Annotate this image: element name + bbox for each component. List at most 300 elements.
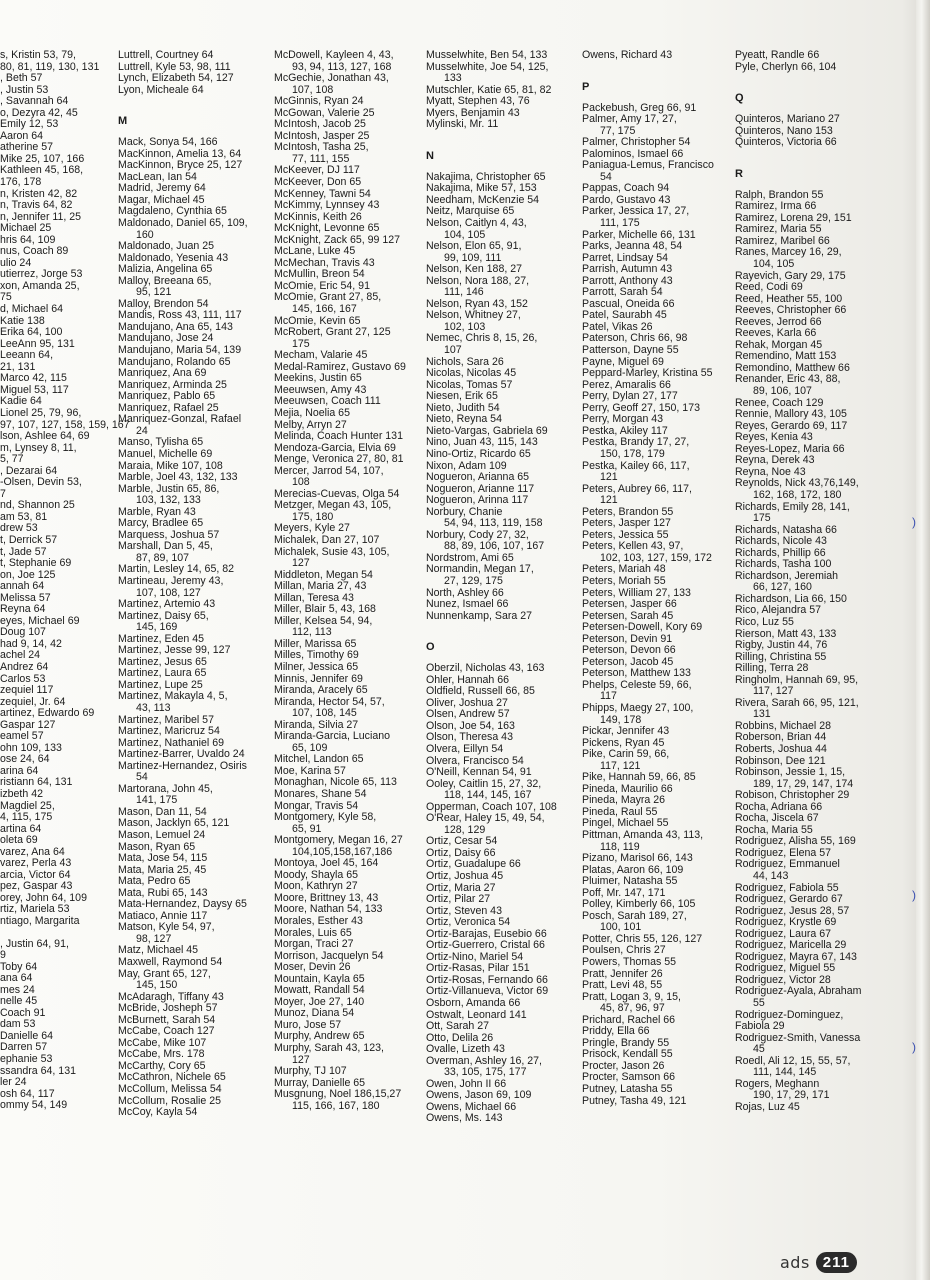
index-entry: Oliver, Joshua 27 (426, 696, 508, 709)
index-entry: Mason, Lemuel 24 (118, 829, 206, 841)
index-entry: , Justin 53 (0, 83, 49, 96)
index-entry: Pike, Hannah 59, 66, 85 (582, 771, 696, 784)
index-entry: Ovalle, Lizeth 43 (426, 1043, 505, 1056)
index-entry: Reed, Codi 69 (735, 281, 803, 294)
index-entry: Rodriguez, Gerardo 67 (735, 893, 843, 906)
index-entry: 112, 113 (292, 626, 332, 639)
index-entry: Neitz, Marquise 65 (426, 205, 515, 218)
index-entry: Murray, Danielle 65 (274, 1076, 366, 1089)
index-entry: North, Ashley 66 (426, 586, 504, 599)
index-entry: Nogueron, Arinna 117 (426, 494, 529, 507)
index-entry: 4, 115, 175 (0, 811, 53, 824)
index-entry: 160 (136, 228, 154, 241)
index-entry: Pittman, Amanda 43, 113, (582, 829, 704, 841)
index-entry: Aaron 64 (0, 129, 43, 142)
index-entry: Mason, Dan 11, 54 (118, 805, 207, 818)
index-entry: Ooley, Caitlin 15, 27, 32, (426, 777, 542, 790)
index-entry: Robison, Christopher 29 (735, 789, 850, 802)
index-entry: Olson, Theresa 43 (426, 731, 513, 744)
index-entry: Renee, Coach 129 (735, 396, 824, 409)
index-entry: McCollum, Melissa 54 (118, 1083, 222, 1096)
index-entry: Pardo, Gustavo 43 (582, 193, 671, 206)
index-entry: artina 64 (0, 822, 42, 835)
letter-heading: M (118, 115, 128, 128)
index-entry: Millan, Teresa 43 (274, 591, 354, 604)
index-entry: Ortiz-Barajas, Eusebio 66 (426, 927, 547, 940)
index-entry: Pluimer, Natasha 55 (582, 875, 678, 888)
index-entry: Nakajima, Mike 57, 153 (426, 182, 537, 195)
index-entry: 43, 113 (136, 701, 171, 714)
index-entry: 77, 175 (600, 124, 636, 137)
index-entry: Putney, Latasha 55 (582, 1083, 673, 1096)
index-entry: Martinez-Barrer, Uvaldo 24 (118, 748, 245, 761)
index-entry: Muro, Jose 57 (274, 1018, 342, 1031)
index-entry: Powers, Thomas 55 (582, 956, 677, 969)
index-entry: Nieto, Reyna 54 (426, 413, 502, 426)
index-entry: Ranes, Marcey 16, 29, (735, 246, 842, 259)
index-entry: Patel, Vikas 26 (582, 320, 653, 333)
index-entry: Oberzil, Nicholas 43, 163 (426, 662, 545, 675)
index-entry: Richards, Emily 28, 141, (735, 500, 850, 513)
index-entry: Melinda, Coach Hunter 131 (274, 430, 403, 443)
index-entry: Milles, Timothy 69 (274, 649, 359, 662)
index-entry: Martinez, Laura 65 (118, 667, 207, 680)
index-entry: Medal-Ramirez, Gustavo 69 (274, 360, 406, 373)
index-entry: Moore, Brittney 13, 43 (274, 891, 379, 904)
index-entry: Nino, Juan 43, 115, 143 (426, 436, 538, 449)
index-entry: Pratt, Logan 3, 9, 15, (582, 990, 681, 1003)
index-entry: Mason, Jacklyn 65, 121 (118, 817, 230, 830)
index-entry: Ramirez, Lorena 29, 151 (735, 211, 852, 224)
index-entry: Ohler, Hannah 66 (426, 673, 510, 686)
index-entry: Katie 138 (0, 314, 45, 327)
index-entry: McCarthy, Cory 65 (118, 1059, 206, 1072)
index-entry: McDowell, Kayleen 4, 43, (274, 49, 394, 61)
index-entry: Reeves, Christopher 66 (735, 304, 847, 317)
index-entry: arcia, Victor 64 (0, 868, 71, 881)
index-entry: Milner, Jessica 65 (274, 660, 359, 673)
index-entry: Roberson, Brian 44 (735, 731, 827, 744)
index-entry: Prichard, Rachel 66 (582, 1013, 676, 1026)
index-entry: 141, 175 (136, 794, 178, 807)
index-entry: Owen, John II 66 (426, 1077, 507, 1090)
index-entry: Mike 25, 107, 166 (0, 152, 85, 165)
index-entry: McRobert, Grant 27, 125 (274, 326, 391, 339)
index-entry: Musgnung, Noel 186,15,27 (274, 1088, 402, 1101)
index-entry: 118, 144, 145, 167 (444, 789, 532, 802)
index-entry: 111, 175 (600, 217, 640, 230)
index-entry: Ortiz, Joshua 45 (426, 870, 504, 882)
index-entry: Mandujano, Ana 65, 143 (118, 320, 233, 333)
index-entry: Miguel 53, 117 (0, 383, 69, 396)
index-entry: Pestka, Brandy 17, 27, (582, 436, 690, 449)
index-entry: Morrison, Jacquelyn 54 (274, 949, 384, 962)
index-entry: Manso, Tylisha 65 (118, 436, 204, 449)
index-entry: Nunez, Ismael 66 (426, 598, 509, 611)
index-entry: Matz, Michael 45 (118, 944, 199, 957)
index-entry: Marble, Joel 43, 132, 133 (118, 471, 238, 484)
index-entry: McKinnis, Keith 26 (274, 210, 362, 223)
index-entry: McGechie, Jonathan 43, (274, 72, 389, 85)
index-entry: 103, 132, 133 (136, 494, 201, 507)
index-entry: Peterson, Matthew 133 (582, 667, 691, 680)
index-entry: Owens, Michael 66 (426, 1100, 517, 1113)
index-entry: 104, 105 (753, 258, 795, 271)
index-entry: Mata, Rubi 65, 143 (118, 886, 208, 899)
index-entry: Rodriguez, Alisha 55, 169 (735, 835, 856, 848)
index-entry: ohn 109, 133 (0, 741, 62, 754)
index-entry: McMechan, Travis 43 (274, 256, 375, 269)
index-entry: Mandujano, Rolando 65 (118, 355, 231, 368)
index-entry: McAdaragh, Tiffany 43 (118, 990, 224, 1003)
index-entry: Packebush, Greg 66, 91 (582, 101, 697, 114)
index-entry: Gaspar 127 (0, 718, 56, 731)
index-entry: Rodriguez, Fabiola 55 (735, 881, 839, 894)
index-entry: Peterson, Jacob 45 (582, 655, 674, 668)
index-entry: Leeann 64, (0, 349, 54, 362)
index-entry: Moyer, Joe 27, 140 (274, 995, 365, 1008)
index-entry: Malloy, Breeana 65, (118, 274, 212, 287)
index-entry: Quinteros, Mariano 27 (735, 113, 840, 126)
index-entry: Ortiz-Villanueva, Victor 69 (426, 985, 549, 998)
index-entry: 45 (753, 1043, 765, 1056)
index-entry: Perry, Geoff 27, 150, 173 (582, 401, 700, 414)
index-entry: mes 24 (0, 983, 35, 996)
index-entry: Putney, Tasha 49, 121 (582, 1094, 687, 1107)
index-entry: Manuel, Michelle 69 (118, 447, 213, 460)
index-entry: Paniagua-Lemus, Francisco (582, 159, 714, 172)
index-entry: McIntosh, Jasper 25 (274, 129, 370, 142)
index-entry: Musselwhite, Joe 54, 125, (426, 60, 549, 73)
index-entry: 145, 166, 167 (292, 303, 357, 316)
index-entry: Pineda, Raul 55 (582, 805, 658, 818)
index-entry: Morales, Esther 43 (274, 915, 363, 928)
index-entry: , Savannah 64 (0, 95, 69, 108)
index-column-6 (735, 50, 900, 1113)
index-entry: 93, 94, 113, 127, 168 (292, 60, 392, 73)
index-entry: 95, 121 (136, 286, 172, 299)
index-entry: McKimmy, Lynnsey 43 (274, 199, 380, 212)
index-entry: McKnight, Levonne 65 (274, 222, 380, 235)
index-entry: Doug 107 (0, 626, 46, 639)
index-entry: 33, 105, 175, 177 (444, 1066, 527, 1079)
index-entry: Parker, Jessica 17, 27, (582, 205, 690, 218)
index-entry: Richards, Natasha 66 (735, 523, 837, 536)
index-entry: Montgomery, Kyle 58, (274, 811, 377, 824)
index-entry: Ortiz-Nino, Mariel 54 (426, 950, 524, 963)
index-entry: Merecias-Cuevas, Olga 54 (274, 487, 400, 500)
index-entry: Mandujano, Maria 54, 139 (118, 344, 242, 357)
index-entry: 131 (753, 708, 771, 721)
index-entry: nus, Coach 89 (0, 245, 69, 258)
index-entry: had 9, 14, 42 (0, 637, 62, 650)
index-entry: Miller, Kelsea 54, 94, (274, 614, 373, 627)
index-entry: Marshall, Dan 5, 45, (118, 540, 213, 553)
index-entry: Mandujano, Jose 24 (118, 332, 214, 345)
letter-heading: R (735, 167, 743, 180)
index-entry: o, Dezyra 42, 45 (0, 106, 78, 119)
index-entry: Opperman, Coach 107, 108 (426, 800, 557, 813)
index-entry: Priddy, Ella 66 (582, 1025, 650, 1038)
index-entry: Perry, Morgan 43 (582, 413, 664, 426)
index-entry: MacKinnon, Amelia 13, 64 (118, 147, 242, 160)
index-entry: Monares, Shane 54 (274, 788, 367, 800)
index-entry: annah 64 (0, 580, 45, 593)
index-entry: ose 24, 64 (0, 753, 50, 766)
index-entry: Nixon, Adam 109 (426, 459, 507, 472)
index-entry: Pyle, Cherlyn 66, 104 (735, 60, 837, 73)
index-entry: Palmer, Amy 17, 27, (582, 113, 677, 126)
index-entry: varez, Perla 43 (0, 857, 72, 870)
index-entry: nd, Shannon 25 (0, 499, 75, 512)
index-entry: Morgan, Traci 27 (274, 938, 354, 951)
index-entry: orey, John 64, 109 (0, 891, 87, 904)
index-entry: Nelson, Elon 65, 91, (426, 240, 522, 253)
index-entry: Montgomery, Megan 16, 27 (274, 834, 403, 847)
index-entry: Rehak, Morgan 45 (735, 338, 823, 351)
index-entry: Rodriguez-Smith, Vanessa (735, 1031, 861, 1044)
index-entry: on, Joe 125 (0, 568, 56, 581)
index-column-2 (118, 50, 264, 1119)
index-entry: 133 (444, 72, 462, 85)
index-entry: Rodriguez, Elena 57 (735, 846, 831, 859)
index-entry: McOmie, Kevin 65 (274, 314, 361, 327)
index-entry: Pickens, Ryan 45 (582, 736, 665, 749)
index-entry: 115, 166, 167, 180 (292, 1099, 380, 1112)
page-edge (916, 0, 930, 1280)
index-entry: Richardson, Lia 66, 150 (735, 592, 847, 605)
index-entry: Nichols, Sara 26 (426, 355, 504, 368)
index-entry: Murphy, Sarah 43, 123, (274, 1042, 384, 1055)
index-entry: Meyers, Kyle 27 (274, 522, 350, 535)
index-entry: 175, 180 (292, 510, 334, 523)
index-entry: Nino-Ortiz, Ricardo 65 (426, 447, 531, 460)
index-entry: Ramirez, Maria 55 (735, 223, 822, 236)
index-entry: Mejia, Noelia 65 (274, 406, 350, 419)
index-entry: Richards, Nicole 43 (735, 535, 827, 548)
index-entry: Pineda, Maurilio 66 (582, 782, 673, 795)
index-entry: Meeuwsen, Coach 111 (274, 395, 381, 408)
index-entry: Owens, Richard 43 (582, 49, 673, 61)
index-entry: Peterson, Devin 91 (582, 632, 673, 645)
index-entry: d, Michael 64 (0, 303, 64, 316)
index-entry: 102, 103 (444, 320, 486, 333)
letter-heading: N (426, 149, 434, 162)
index-entry: 175 (292, 337, 310, 350)
index-entry: Peterson, Devon 66 (582, 644, 676, 657)
index-entry: Nunnenkamp, Sara 27 (426, 609, 533, 622)
index-entry: Miranda, Aracely 65 (274, 684, 368, 697)
index-entry: Magdiel 25, (0, 799, 55, 812)
index-entry: , Justin 64, 91, (0, 937, 69, 950)
index-entry: Rogers, Meghann (735, 1077, 820, 1090)
index-entry: Millan, Maria 27, 43 (274, 580, 367, 593)
index-entry: Perez, Amaralis 66 (582, 378, 671, 391)
index-entry: Martinez, Eden 45 (118, 632, 204, 645)
index-entry: Rigby, Justin 44, 76 (735, 639, 828, 652)
index-entry: Manriquez, Pablo 65 (118, 390, 216, 403)
index-entry: Robinson, Dee 121 (735, 754, 826, 767)
index-entry: ler 24 (0, 1076, 27, 1089)
index-entry: osh 64, 117 (0, 1087, 55, 1100)
index-entry: Peters, Jasper 127 (582, 517, 671, 530)
index-entry: 54 (600, 170, 612, 183)
index-entry: Mata, Pedro 65 (118, 875, 191, 888)
index-entry: 21, 131 (0, 360, 36, 373)
index-entry: Olson, Joe 54, 163 (426, 719, 515, 732)
index-entry: Ortiz, Cesar 54 (426, 835, 498, 848)
index-entry: nelle 45 (0, 995, 38, 1008)
index-entry: Peters, Jessica 55 (582, 528, 669, 541)
index-entry: Toby 64 (0, 960, 38, 973)
index-entry: Luttrell, Courtney 64 (118, 49, 214, 61)
index-entry: Rocha, Adriana 66 (735, 800, 823, 813)
index-entry: 108 (292, 476, 310, 489)
index-entry: Rodriguez, Jesus 28, 57 (735, 904, 850, 917)
index-entry: ntiago, Margarita (0, 915, 80, 928)
index-entry: ana 64 (0, 972, 33, 985)
letter-heading: O (426, 641, 435, 654)
index-entry: Norbury, Chanie (426, 505, 503, 518)
index-entry: McCollum, Rosalie 25 (118, 1094, 222, 1107)
index-entry: Nicolas, Tomas 57 (426, 378, 513, 391)
index-entry: Miller, Blair 5, 43, 168 (274, 603, 376, 616)
index-entry: McCoy, Kayla 54 (118, 1106, 198, 1119)
index-entry: McCabe, Mrs. 178 (118, 1048, 205, 1061)
index-entry: 5, 77 (0, 453, 24, 466)
index-entry: Mata-Hernandez, Daysy 65 (118, 898, 247, 911)
index-entry: McCathron, Nichele 65 (118, 1071, 226, 1084)
index-entry: Murphy, TJ 107 (274, 1065, 347, 1078)
index-entry: Prisock, Kendall 55 (582, 1048, 673, 1061)
index-entry: Reynolds, Nick 43,76,149, (735, 477, 859, 490)
index-entry: t, Stephanie 69 (0, 557, 72, 570)
index-entry: 98, 127 (136, 932, 172, 945)
index-entry: ssandra 64, 131 (0, 1064, 76, 1077)
index-entry: Meeuwsen, Amy 43 (274, 383, 367, 396)
index-entry: Rodriguez, Miguel 55 (735, 962, 836, 975)
index-entry: Nieto-Vargas, Gabriela 69 (426, 424, 548, 437)
index-entry: Parks, Jeanna 48, 54 (582, 240, 683, 253)
index-entry: 107 (444, 344, 462, 357)
index-entry: Martin, Lesley 14, 65, 82 (118, 563, 235, 576)
index-entry: Michalek, Dan 27, 107 (274, 533, 380, 546)
index-entry: Manriquez, Ana 69 (118, 367, 207, 380)
index-entry: 111, 146 (444, 286, 484, 299)
index-entry: Manriquez-Gonzal, Rafael (118, 413, 242, 426)
index-entry: Martinez, Lupe 25 (118, 678, 203, 691)
index-entry: Richards, Tasha 100 (735, 558, 832, 571)
index-entry: arina 64 (0, 764, 39, 777)
index-entry: Mack, Sonya 54, 166 (118, 136, 218, 149)
index-entry: Reyes-Lopez, Maria 66 (735, 442, 845, 455)
index-entry: Manriquez, Rafael 25 (118, 401, 219, 414)
index-entry: Pizano, Marisol 66, 143 (582, 852, 693, 865)
index-entry: 150, 178, 179 (600, 447, 665, 460)
index-entry: Menge, Veronica 27, 80, 81 (274, 453, 404, 466)
index-entry: Peters, William 27, 133 (582, 586, 691, 599)
index-entry: Miranda, Silvia 27 (274, 718, 359, 731)
index-entry: Pratt, Levi 48, 55 (582, 979, 663, 992)
index-entry: 145, 169 (136, 621, 178, 634)
index-entry: Rodriguez, Mayra 67, 143 (735, 950, 857, 963)
index-entry: O'Rear, Haley 15, 49, 54, (426, 812, 545, 825)
index-entry: Maldonado, Yesenia 43 (118, 251, 229, 264)
index-column-3 (274, 50, 420, 1112)
index-entry: Olvera, Eillyn 54 (426, 742, 504, 755)
index-entry: Rayevich, Gary 29, 175 (735, 269, 846, 282)
index-entry: 9 (0, 949, 6, 962)
index-entry: Fabiola 29 (735, 1020, 785, 1033)
index-entry: Ringholm, Hannah 69, 95, (735, 673, 859, 686)
index-entry: 7 (0, 487, 6, 500)
index-entry: varez, Ana 64 (0, 845, 65, 858)
index-entry: Normandin, Megan 17, (426, 563, 534, 576)
index-entry: 175 (753, 512, 771, 525)
index-entry: ristiann 64, 131 (0, 776, 73, 789)
spacer (0, 928, 104, 939)
index-entry: 45, 87, 96, 97 (600, 1002, 665, 1015)
index-entry: Ortiz, Guadalupe 66 (426, 858, 521, 871)
spacer (426, 622, 574, 633)
index-entry: Melissa 57 (0, 591, 51, 604)
index-entry: Middleton, Megan 54 (274, 568, 373, 581)
index-entry: Rico, Luz 55 (735, 615, 794, 628)
index-entry: Perry, Dylan 27, 177 (582, 390, 678, 403)
index-entry: Remendino, Matt 153 (735, 350, 837, 363)
index-entry: Robinson, Jessie 1, 15, (735, 766, 846, 779)
index-entry: Magar, Michael 45 (118, 193, 205, 206)
index-entry: Ortiz, Daisy 66 (426, 846, 496, 859)
index-entry: Minnis, Jennifer 69 (274, 672, 363, 685)
index-entry: Quinteros, Victoria 66 (735, 136, 837, 149)
index-entry: 102, 103, 127, 159, 172 (600, 551, 712, 564)
index-entry: Rierson, Matt 43, 133 (735, 627, 837, 640)
index-entry: Marble, Ryan 43 (118, 505, 196, 518)
index-entry: lson, Ashlee 64, 69 (0, 430, 90, 443)
index-entry: Quinteros, Nano 153 (735, 124, 833, 137)
index-entry: Mata, Maria 25, 45 (118, 863, 207, 876)
index-entry: Ralph, Brandon 55 (735, 188, 824, 201)
index-entry: 77, 111, 155 (292, 152, 350, 165)
index-entry: Martinez, Daisy 65, (118, 609, 209, 622)
index-entry: Maxwell, Raymond 54 (118, 956, 223, 969)
index-entry: Murphy, Andrew 65 (274, 1030, 365, 1043)
index-entry: Rodriguez, Maricella 29 (735, 939, 847, 952)
index-entry: 99, 109, 111 (444, 251, 502, 264)
index-entry: Maraia, Mike 107, 108 (118, 459, 223, 472)
index-entry: Pestka, Kailey 66, 117, (582, 459, 690, 472)
index-entry: Rodriguez, Laura 67 (735, 927, 831, 940)
index-entry: Pascual, Oneida 66 (582, 297, 675, 310)
index-entry: atherine 57 (0, 141, 54, 154)
index-entry: Madrid, Jeremy 64 (118, 182, 206, 195)
index-column-1 (0, 49, 130, 1112)
index-entry: MacKinnon, Bryce 25, 127 (118, 159, 243, 172)
index-entry: Rilling, Terra 28 (735, 662, 809, 675)
index-entry: Owens, Jason 69, 109 (426, 1089, 532, 1102)
index-entry: Nelson, Whitney 27, (426, 309, 521, 322)
letter-heading: P (582, 80, 590, 93)
index-entry: hris 64, 109 (0, 233, 56, 246)
index-entry: n, Jennifer 11, 25 (0, 210, 82, 223)
index-entry: Miller, Marissa 65 (274, 637, 357, 650)
index-entry: Kadie 64 (0, 395, 42, 408)
index-entry: Ortiz, Veronica 54 (426, 916, 511, 929)
index-entry: MacLean, Ian 54 (118, 170, 197, 183)
index-entry: pez, Gaspar 43 (0, 880, 73, 893)
index-entry: m, Lynsey 8, 11, (0, 441, 77, 454)
